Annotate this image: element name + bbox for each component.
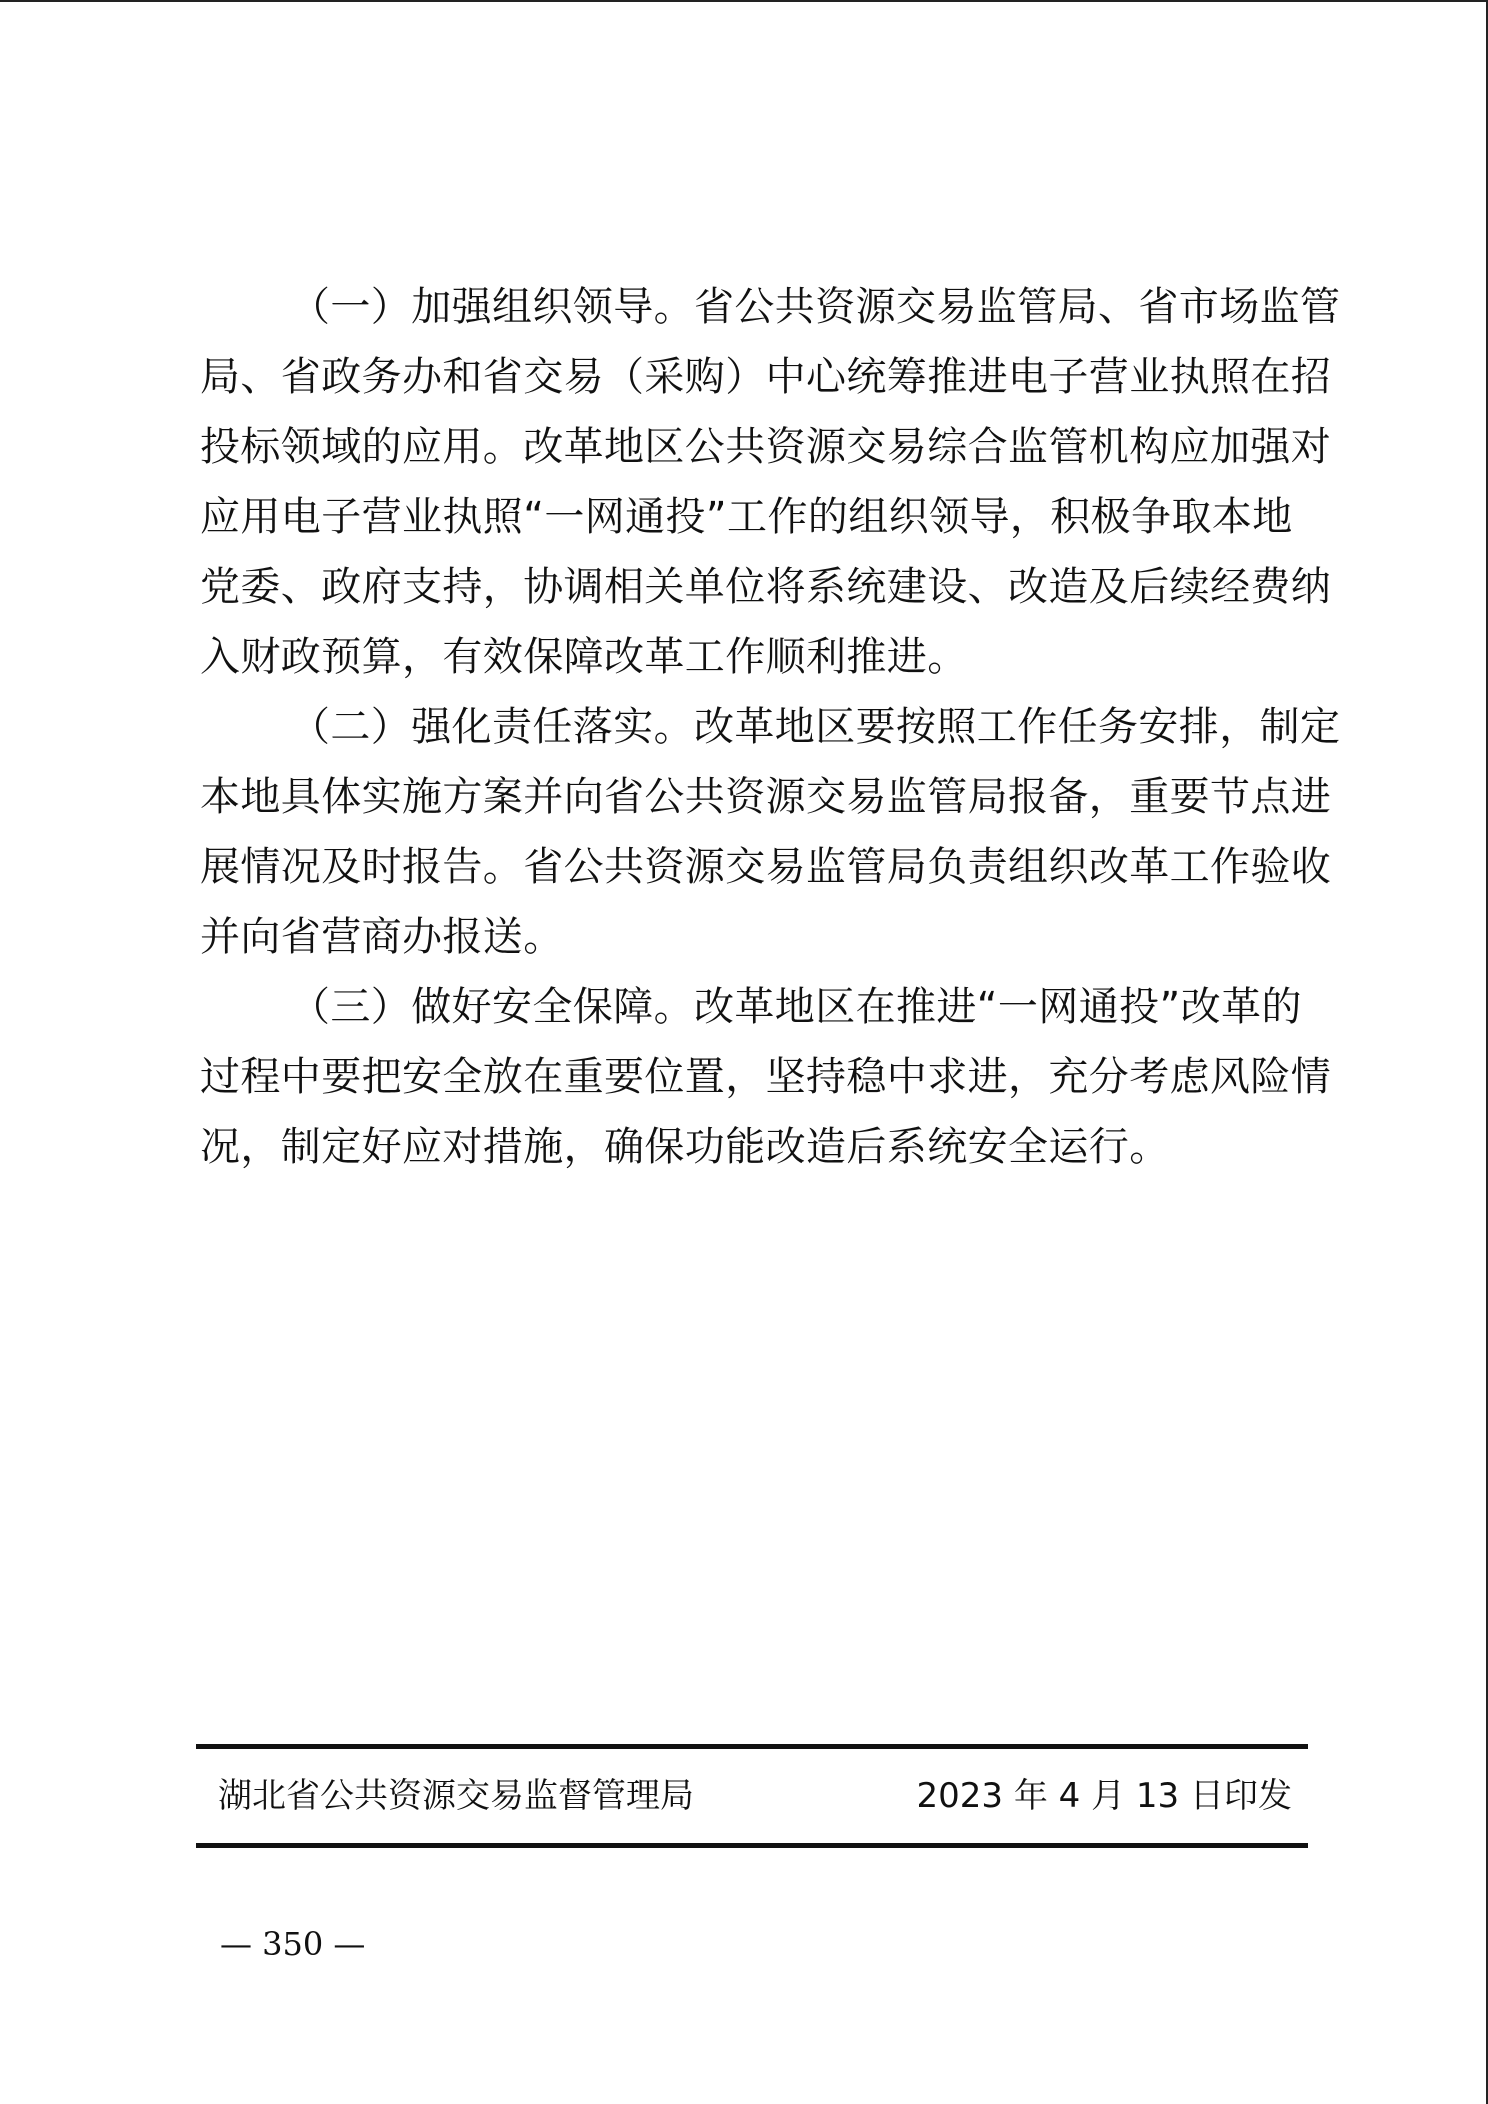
page-border-top xyxy=(0,0,1488,2)
issuing-authority: 湖北省公共资源交易监督管理局 xyxy=(218,1776,694,1816)
text-line: 局、省政务办和省交易（采购）中心统筹推进电子营业执照在招 xyxy=(200,354,1332,400)
text-line: 过程中要把安全放在重要位置，坚持稳中求进，充分考虑风险情 xyxy=(200,1054,1332,1100)
text-line: 入财政预算，有效保障改革工作顺利推进。 xyxy=(200,634,968,680)
paragraph-security xyxy=(200,976,1332,1186)
text-line: （二）强化责任落实。改革地区要按照工作任务安排，制定 xyxy=(290,704,1341,750)
page-number: — 350 — xyxy=(220,1925,366,1963)
text-line: （三）做好安全保障。改革地区在推进“一网通投”改革的 xyxy=(290,984,1302,1030)
text-line: 况，制定好应对措施，确保功能改造后系统安全运行。 xyxy=(200,1124,1170,1170)
paragraph-organization-leadership xyxy=(200,276,1341,696)
paragraph-responsibility xyxy=(200,696,1341,976)
text-line: （一）加强组织领导。省公共资源交易监管局、省市场监管 xyxy=(290,284,1341,330)
text-line: 并向省营商办报送。 xyxy=(200,914,564,960)
text-line: 展情况及时报告。省公共资源交易监管局负责组织改革工作验收 xyxy=(200,844,1332,890)
issue-date: 2023 年 4 月 13 日印发 xyxy=(916,1776,1292,1816)
text-line: 投标领域的应用。改革地区公共资源交易综合监管机构应加强对 xyxy=(200,424,1332,470)
document-body xyxy=(200,276,1341,1186)
text-line: 党委、政府支持，协调相关单位将系统建设、改造及后续经费纳 xyxy=(200,564,1332,610)
text-line: 本地具体实施方案并向省公共资源交易监管局报备，重要节点进 xyxy=(200,774,1332,820)
text-line: 应用电子营业执照“一网通投”工作的组织领导，积极争取本地 xyxy=(200,494,1293,540)
colophon xyxy=(196,1744,1308,1848)
